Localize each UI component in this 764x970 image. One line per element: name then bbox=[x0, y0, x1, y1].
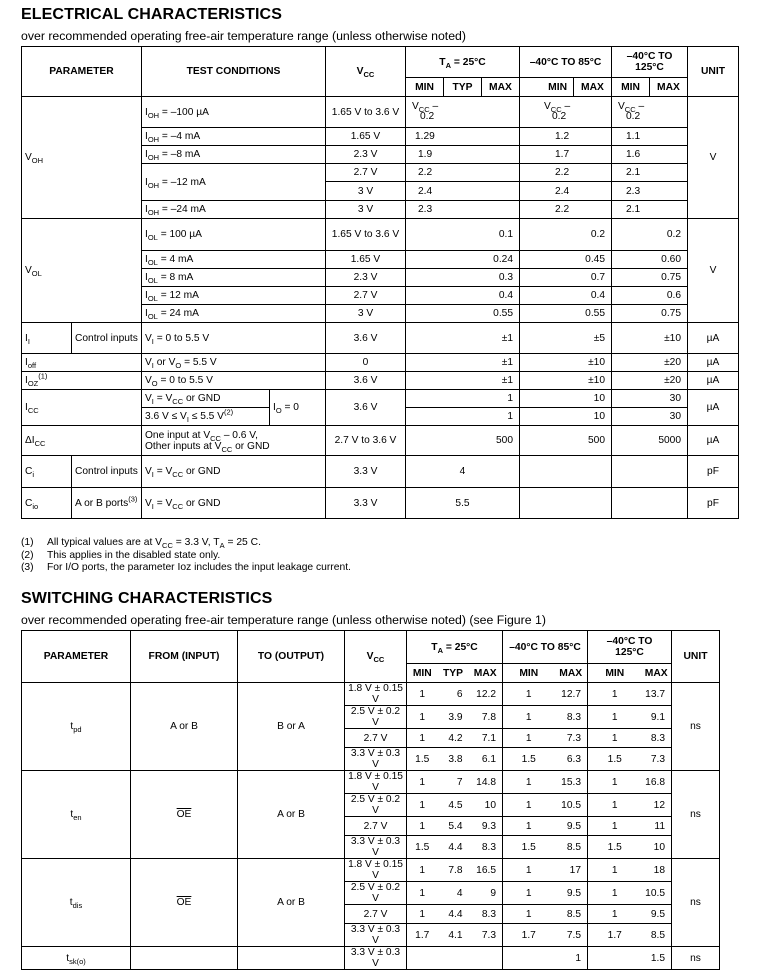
vcc-value: 2.7 V bbox=[345, 817, 407, 836]
max-25c: 10 bbox=[469, 794, 503, 817]
min-25c: 1 bbox=[407, 771, 438, 794]
col-header-min: MIN bbox=[407, 664, 438, 683]
param-qualifier: A or B ports$^{(3)}$ bbox=[72, 488, 142, 519]
min-85c: 1.5 bbox=[503, 836, 555, 859]
unit-value: pF bbox=[688, 456, 739, 488]
min-85c: 1.5 bbox=[503, 748, 555, 771]
test-condition: $I_{OL} = 4$ mA bbox=[142, 251, 326, 269]
max-125c: 30 bbox=[612, 408, 688, 426]
max-85c: 0.7 bbox=[520, 269, 612, 287]
max-125c: 9.5 bbox=[642, 905, 672, 924]
param-ioz: $I_{OZ}^{(1)}$ bbox=[22, 372, 142, 390]
switching-characteristics-subtitle: over recommended operating free-air temperature range (unless otherwise noted) (see Figure 1) bbox=[21, 613, 546, 627]
min-85c: $V_{CC}$ – 0.2 bbox=[520, 97, 612, 128]
test-condition: $I_{OL} = 24$ mA bbox=[142, 305, 326, 323]
max-85c: 9.5 bbox=[555, 817, 588, 836]
max-25c: 0.24 bbox=[406, 251, 520, 269]
test-condition: $I_{OL} = 12$ mA bbox=[142, 287, 326, 305]
unit-value: µA bbox=[688, 354, 739, 372]
param-cio: $C_{io}$ bbox=[22, 488, 72, 519]
vcc-value: 2.7 V bbox=[345, 905, 407, 924]
unit-value: µA bbox=[688, 323, 739, 354]
typ-25c: 3.9 bbox=[438, 706, 469, 729]
test-condition: $V_I = V_{CC}$ or GND bbox=[142, 488, 326, 519]
max-25c: ±1 bbox=[406, 354, 520, 372]
vcc-value: 2.7 V to 3.6 V bbox=[326, 426, 406, 456]
max-85c: 12.7 bbox=[555, 683, 588, 706]
max-125c: 0.60 bbox=[612, 251, 688, 269]
col-header-max: MAX bbox=[482, 78, 520, 97]
min-125c: 1 bbox=[588, 859, 642, 882]
max-85c: 500 bbox=[520, 426, 612, 456]
max-125c: 1.5 bbox=[588, 947, 672, 970]
empty-85c bbox=[520, 488, 612, 519]
max-25c: 9.3 bbox=[469, 817, 503, 836]
param-ten: $t_{en}$ bbox=[22, 771, 131, 859]
max-125c: 18 bbox=[642, 859, 672, 882]
min-85c: 1.7 bbox=[503, 924, 555, 947]
typ-25c: 4.2 bbox=[438, 729, 469, 748]
max-25c: ±1 bbox=[406, 372, 520, 390]
max-85c: 9.5 bbox=[555, 882, 588, 905]
param-tpd: $t_{pd}$ bbox=[22, 683, 131, 771]
param-qualifier: Control inputs bbox=[72, 456, 142, 488]
table-row bbox=[22, 372, 739, 390]
vcc-value: 2.7 V bbox=[345, 729, 407, 748]
min-25c: 2.3 bbox=[406, 201, 520, 219]
electrical-characteristics-subtitle: over recommended operating free-air temperature range (unless otherwise noted) bbox=[21, 29, 466, 43]
min-85c: 1.2 bbox=[520, 128, 612, 146]
typ-25c: 4.1 bbox=[438, 924, 469, 947]
max-85c: 1 bbox=[503, 947, 588, 970]
from-input: $\overline{OE}$ bbox=[131, 771, 238, 859]
max-125c: 0.75 bbox=[612, 269, 688, 287]
max-125c: 11 bbox=[642, 817, 672, 836]
vcc-value: 2.5 V ± 0.2 V bbox=[345, 882, 407, 905]
max-25c: 7.1 bbox=[469, 729, 503, 748]
min-85c: 1.7 bbox=[520, 146, 612, 164]
vcc-value: 3 V bbox=[326, 201, 406, 219]
max-85c: 7.5 bbox=[555, 924, 588, 947]
col-header-test-conditions: TEST CONDITIONS bbox=[142, 47, 326, 97]
test-condition: $I_{OL} = 100$ µA bbox=[142, 219, 326, 251]
param-voh: $V_{OH}$ bbox=[22, 97, 142, 219]
min-125c: 2.1 bbox=[612, 164, 688, 182]
param-vol: $V_{OL}$ bbox=[22, 219, 142, 323]
max-85c: 6.3 bbox=[555, 748, 588, 771]
max-85c: 0.45 bbox=[520, 251, 612, 269]
min-85c: 1 bbox=[503, 905, 555, 924]
col-header-typ: TYP bbox=[438, 664, 469, 683]
param-ii: $I_I$ bbox=[22, 323, 72, 354]
col-header-ta-25c: $T_A = 25^\circ C$ bbox=[407, 631, 503, 664]
unit-value: ns bbox=[672, 771, 720, 859]
vcc-value: 3.3 V ± 0.3 V bbox=[345, 836, 407, 859]
max-125c: 10 bbox=[642, 836, 672, 859]
vcc-value: 2.3 V bbox=[326, 146, 406, 164]
max-125c: 5000 bbox=[612, 426, 688, 456]
typ-25c: 4.4 bbox=[438, 905, 469, 924]
test-condition: $I_{OH} = -100$ µA bbox=[142, 97, 326, 128]
max-25c: ±1 bbox=[406, 323, 520, 354]
to-output bbox=[238, 947, 345, 970]
min-125c: $V_{CC}$ – 0.2 bbox=[612, 97, 688, 128]
col-header-typ: TYP bbox=[444, 78, 482, 97]
table-row bbox=[22, 219, 739, 251]
min-25c: 1 bbox=[407, 683, 438, 706]
max-85c: 0.2 bbox=[520, 219, 612, 251]
min-125c: 1 bbox=[588, 771, 642, 794]
table-row bbox=[22, 683, 720, 706]
vcc-value: 2.3 V bbox=[326, 269, 406, 287]
typ-25c: 7.8 bbox=[438, 859, 469, 882]
max-25c: 16.5 bbox=[469, 859, 503, 882]
to-output: A or B bbox=[238, 859, 345, 947]
max-125c: 9.1 bbox=[642, 706, 672, 729]
table-row bbox=[22, 426, 739, 456]
min-25c: 1.5 bbox=[407, 748, 438, 771]
max-25c: 1 bbox=[406, 390, 520, 408]
min-25c: $V_{CC}$ – 0.2 bbox=[406, 97, 520, 128]
unit-value: ns bbox=[672, 683, 720, 771]
param-ioff: $I_{off}$ bbox=[22, 354, 142, 372]
max-85c: ±10 bbox=[520, 354, 612, 372]
vcc-value: 3 V bbox=[326, 182, 406, 201]
col-header-min: MIN bbox=[520, 78, 574, 97]
param-ci: $C_i$ bbox=[22, 456, 72, 488]
max-25c: 8.3 bbox=[469, 905, 503, 924]
vcc-value: 1.65 V bbox=[326, 251, 406, 269]
col-header-ta-25c: $T_A = 25^\circ C$ bbox=[406, 47, 520, 78]
vcc-value: 1.65 V bbox=[326, 128, 406, 146]
max-125c: 10.5 bbox=[642, 882, 672, 905]
col-header-to: TO (OUTPUT) bbox=[238, 631, 345, 683]
min-25c: 1 bbox=[407, 817, 438, 836]
test-condition: $V_I = 0$ to 5.5 V bbox=[142, 323, 326, 354]
max-25c: 7.3 bbox=[469, 924, 503, 947]
vcc-value: 3.3 V ± 0.3 V bbox=[345, 924, 407, 947]
vcc-value: 3.3 V bbox=[326, 488, 406, 519]
typ-25c: 7 bbox=[438, 771, 469, 794]
max-85c: 8.3 bbox=[555, 706, 588, 729]
max-85c: 0.4 bbox=[520, 287, 612, 305]
min-125c: 1 bbox=[588, 794, 642, 817]
max-25c: 0.3 bbox=[406, 269, 520, 287]
max-85c: 10 bbox=[520, 408, 612, 426]
footnote-1: (1) All typical values are at $V_{CC} = 3.3$ V, $T_A = 25$ C. bbox=[21, 537, 261, 551]
col-header-parameter: PARAMETER bbox=[22, 631, 131, 683]
test-condition: $I_{OL} = 8$ mA bbox=[142, 269, 326, 287]
table-row bbox=[22, 947, 720, 970]
col-header-min: MIN bbox=[406, 78, 444, 97]
min-125c: 1.5 bbox=[588, 748, 642, 771]
col-header-range-125c: –40°C TO 125°C bbox=[612, 47, 688, 78]
switching-characteristics-title: SWITCHING CHARACTERISTICS bbox=[21, 590, 273, 607]
test-condition: $I_{OH} = -24$ mA bbox=[142, 201, 326, 219]
typ-25c: 3.8 bbox=[438, 748, 469, 771]
col-header-max: MAX bbox=[642, 664, 672, 683]
header-row-1 bbox=[22, 631, 720, 664]
table-row bbox=[22, 97, 739, 128]
min-125c: 1 bbox=[588, 817, 642, 836]
min-125c: 1.1 bbox=[612, 128, 688, 146]
test-condition: $I_{OH} = -12$ mA bbox=[142, 164, 326, 201]
vcc-value: 1.65 V to 3.6 V bbox=[326, 97, 406, 128]
col-header-range-85c: –40°C TO 85°C bbox=[503, 631, 588, 664]
vcc-value: 3 V bbox=[326, 305, 406, 323]
col-header-range-85c: –40°C TO 85°C bbox=[520, 47, 612, 78]
min-25c: 1.5 bbox=[407, 836, 438, 859]
min-85c: 1 bbox=[503, 859, 555, 882]
max-125c: ±20 bbox=[612, 354, 688, 372]
min-25c: 2.4 bbox=[406, 182, 520, 201]
table-row bbox=[22, 354, 739, 372]
min-125c: 1.6 bbox=[612, 146, 688, 164]
min-85c: 1 bbox=[503, 817, 555, 836]
test-condition: 3.6 $V \le V_I \le 5.5$ $V^{(2)}$ bbox=[142, 408, 270, 426]
min-125c: 1 bbox=[588, 729, 642, 748]
empty-25c bbox=[407, 947, 503, 970]
vcc-value: 2.5 V ± 0.2 V bbox=[345, 706, 407, 729]
max-25c: 0.4 bbox=[406, 287, 520, 305]
min-25c: 1.29 bbox=[406, 128, 520, 146]
max-25c: 12.2 bbox=[469, 683, 503, 706]
min-25c: 2.2 bbox=[406, 164, 520, 182]
max-25c: 14.8 bbox=[469, 771, 503, 794]
min-125c: 2.1 bbox=[612, 201, 688, 219]
max-125c: 8.5 bbox=[642, 924, 672, 947]
test-condition-io: $I_O = 0$ bbox=[270, 390, 326, 426]
test-condition: $V_O = 0$ to 5.5 V bbox=[142, 372, 326, 390]
min-25c: 1 bbox=[407, 794, 438, 817]
max-85c: 7.3 bbox=[555, 729, 588, 748]
unit-value: ns bbox=[672, 947, 720, 970]
max-125c: 7.3 bbox=[642, 748, 672, 771]
col-header-max: MAX bbox=[555, 664, 588, 683]
vcc-value: 3.6 V bbox=[326, 323, 406, 354]
col-header-vcc: $V_{CC}$ bbox=[345, 631, 407, 683]
unit-value: ns bbox=[672, 859, 720, 947]
vcc-value: 0 bbox=[326, 354, 406, 372]
empty-125c bbox=[612, 456, 688, 488]
test-condition: $V_I = V_{CC}$ or GND bbox=[142, 390, 270, 408]
min-25c: 1 bbox=[407, 859, 438, 882]
unit-value: V bbox=[688, 219, 739, 323]
vcc-value: 3.3 V ± 0.3 V bbox=[345, 748, 407, 771]
vcc-value: 3.6 V bbox=[326, 390, 406, 426]
test-condition: One input at $V_{CC} - 0.6$ V, Other inputs at $V_{CC}$ or GND bbox=[142, 426, 326, 456]
table-row bbox=[22, 488, 739, 519]
col-header-parameter: PARAMETER bbox=[22, 47, 142, 97]
min-125c: 2.3 bbox=[612, 182, 688, 201]
test-condition: $I_{OH} = -8$ mA bbox=[142, 146, 326, 164]
col-header-max: MAX bbox=[650, 78, 688, 97]
typ-25c: 6 bbox=[438, 683, 469, 706]
test-condition: $V_I = V_{CC}$ or GND bbox=[142, 456, 326, 488]
min-85c: 2.4 bbox=[520, 182, 612, 201]
unit-value: µA bbox=[688, 372, 739, 390]
switching-characteristics-table bbox=[21, 630, 720, 970]
to-output: B or A bbox=[238, 683, 345, 771]
min-85c: 1 bbox=[503, 794, 555, 817]
min-125c: 1 bbox=[588, 683, 642, 706]
vcc-value: 3.3 V ± 0.3 V bbox=[345, 947, 407, 970]
table-row bbox=[22, 456, 739, 488]
param-qualifier: Control inputs bbox=[72, 323, 142, 354]
header-row-1 bbox=[22, 47, 739, 78]
max-85c: 15.3 bbox=[555, 771, 588, 794]
max-85c: 8.5 bbox=[555, 905, 588, 924]
min-85c: 1 bbox=[503, 882, 555, 905]
empty-85c bbox=[520, 456, 612, 488]
unit-value: pF bbox=[688, 488, 739, 519]
min-25c: 1 bbox=[407, 882, 438, 905]
vcc-value: 1.8 V ± 0.15 V bbox=[345, 683, 407, 706]
max-85c: ±5 bbox=[520, 323, 612, 354]
typ-25c: 4 bbox=[438, 882, 469, 905]
footnote-3: (3) For I/O ports, the parameter Ioz includes the input leakage current. bbox=[21, 562, 351, 573]
min-25c: 1 bbox=[407, 706, 438, 729]
max-25c: 9 bbox=[469, 882, 503, 905]
table-row bbox=[22, 323, 739, 354]
max-125c: 30 bbox=[612, 390, 688, 408]
vcc-value: 1.8 V ± 0.15 V bbox=[345, 859, 407, 882]
footnotes bbox=[21, 537, 351, 575]
min-25c: 1.9 bbox=[406, 146, 520, 164]
col-header-range-125c: –40°C TO 125°C bbox=[588, 631, 672, 664]
min-125c: 1 bbox=[588, 905, 642, 924]
footnote-2: (2) This applies in the disabled state only. bbox=[21, 549, 221, 561]
col-header-vcc: $V_{CC}$ bbox=[326, 47, 406, 97]
max-125c: 0.75 bbox=[612, 305, 688, 323]
typ-25c: 4.5 bbox=[438, 794, 469, 817]
vcc-value: 2.7 V bbox=[326, 164, 406, 182]
min-125c: 1 bbox=[588, 882, 642, 905]
param-tsk: $t_{sk(o)}$ bbox=[22, 947, 131, 970]
max-25c: 8.3 bbox=[469, 836, 503, 859]
min-85c: 1 bbox=[503, 771, 555, 794]
vcc-value: 3.3 V bbox=[326, 456, 406, 488]
table-row bbox=[22, 390, 739, 408]
max-25c: 7.8 bbox=[469, 706, 503, 729]
col-header-min: MIN bbox=[503, 664, 555, 683]
from-input bbox=[131, 947, 238, 970]
min-85c: 1 bbox=[503, 683, 555, 706]
vcc-value: 1.65 V to 3.6 V bbox=[326, 219, 406, 251]
min-85c: 1 bbox=[503, 729, 555, 748]
max-125c: 12 bbox=[642, 794, 672, 817]
max-125c: ±10 bbox=[612, 323, 688, 354]
min-85c: 2.2 bbox=[520, 201, 612, 219]
param-delta-icc: $\Delta I_{CC}$ bbox=[22, 426, 142, 456]
typ-25c: 4.4 bbox=[438, 836, 469, 859]
unit-value: µA bbox=[688, 390, 739, 426]
col-header-min: MIN bbox=[588, 664, 642, 683]
max-85c: 8.5 bbox=[555, 836, 588, 859]
typ-25c: 4 bbox=[406, 456, 520, 488]
table-row bbox=[22, 771, 720, 794]
unit-value: µA bbox=[688, 426, 739, 456]
max-85c: 0.55 bbox=[520, 305, 612, 323]
vcc-value: 3.6 V bbox=[326, 372, 406, 390]
from-input: $\overline{OE}$ bbox=[131, 859, 238, 947]
test-condition: $I_{OH} = -4$ mA bbox=[142, 128, 326, 146]
electrical-characteristics-title: ELECTRICAL CHARACTERISTICS bbox=[21, 6, 282, 23]
min-85c: 2.2 bbox=[520, 164, 612, 182]
min-25c: 1 bbox=[407, 729, 438, 748]
table-row bbox=[22, 859, 720, 882]
vcc-value: 2.7 V bbox=[326, 287, 406, 305]
vcc-value: 2.5 V ± 0.2 V bbox=[345, 794, 407, 817]
max-25c: 6.1 bbox=[469, 748, 503, 771]
from-input: A or B bbox=[131, 683, 238, 771]
col-header-from: FROM (INPUT) bbox=[131, 631, 238, 683]
max-85c: 10 bbox=[520, 390, 612, 408]
max-85c: 17 bbox=[555, 859, 588, 882]
electrical-characteristics-table bbox=[21, 46, 739, 519]
typ-25c: 5.5 bbox=[406, 488, 520, 519]
unit-value: V bbox=[688, 97, 739, 219]
max-25c: 0.55 bbox=[406, 305, 520, 323]
max-125c: ±20 bbox=[612, 372, 688, 390]
col-header-max: MAX bbox=[574, 78, 612, 97]
max-125c: 0.2 bbox=[612, 219, 688, 251]
col-header-min: MIN bbox=[612, 78, 650, 97]
col-header-unit: UNIT bbox=[688, 47, 739, 97]
min-25c: 1 bbox=[407, 905, 438, 924]
min-125c: 1.5 bbox=[588, 836, 642, 859]
max-85c: ±10 bbox=[520, 372, 612, 390]
max-125c: 16.8 bbox=[642, 771, 672, 794]
col-header-unit: UNIT bbox=[672, 631, 720, 683]
col-header-max: MAX bbox=[469, 664, 503, 683]
typ-25c: 5.4 bbox=[438, 817, 469, 836]
min-125c: 1 bbox=[588, 706, 642, 729]
test-condition: $V_I$ or $V_O = 5.5$ V bbox=[142, 354, 326, 372]
max-85c: 10.5 bbox=[555, 794, 588, 817]
max-25c: 1 bbox=[406, 408, 520, 426]
param-icc: $I_{CC}$ bbox=[22, 390, 142, 426]
param-tdis: $t_{dis}$ bbox=[22, 859, 131, 947]
max-125c: 13.7 bbox=[642, 683, 672, 706]
max-125c: 0.6 bbox=[612, 287, 688, 305]
empty-125c bbox=[612, 488, 688, 519]
min-25c: 1.7 bbox=[407, 924, 438, 947]
vcc-value: 1.8 V ± 0.15 V bbox=[345, 771, 407, 794]
max-25c: 500 bbox=[406, 426, 520, 456]
min-125c: 1.7 bbox=[588, 924, 642, 947]
max-125c: 8.3 bbox=[642, 729, 672, 748]
to-output: A or B bbox=[238, 771, 345, 859]
min-85c: 1 bbox=[503, 706, 555, 729]
max-25c: 0.1 bbox=[406, 219, 520, 251]
